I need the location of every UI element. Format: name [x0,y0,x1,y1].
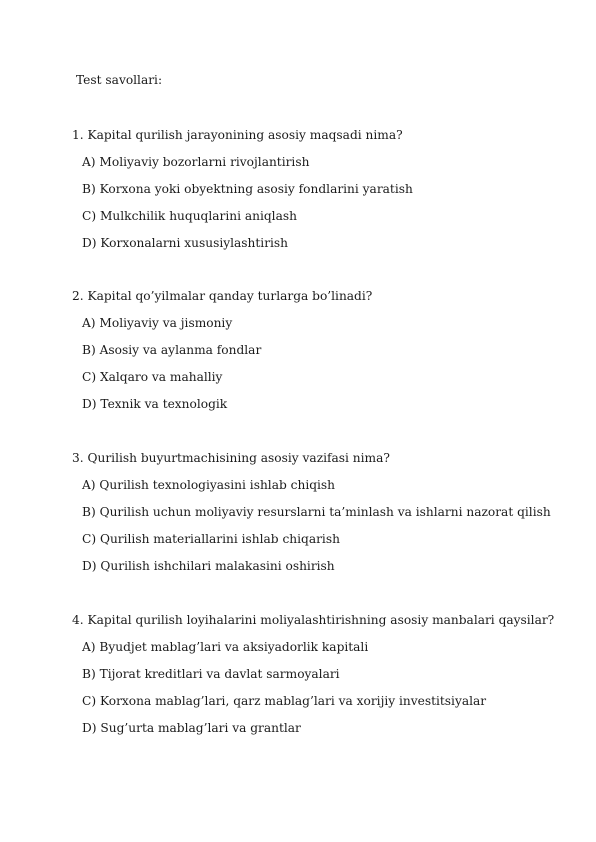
answer-option-c: C) Qurilish materiallarini ishlab chiqarish [82,532,340,546]
question-text: 3. Qurilish buyurtmachisining asosiy vazifasi nima? [72,451,390,465]
answer-option-b: B) Korxona yoki obyektning asosiy fondlarini yaratish [82,182,413,196]
answer-option-a: A) Moliyaviy bozorlarni rivojlantirish [82,155,310,169]
question-text: 1. Kapital qurilish jarayonining asosiy maqsadi nima? [72,128,403,142]
answer-option-a: A) Byudjet mablag’lari va aksiyadorlik kapitali [82,640,369,654]
answer-option-d: D) Texnik va texnologik [82,397,228,411]
answer-option-c: C) Mulkchilik huquqlarini aniqlash [82,209,297,223]
question-1 [72,127,572,262]
question-3 [72,450,572,585]
answer-option-c: C) Korxona mablag’lari, qarz mablag’lari va xorijiy investitsiyalar [82,694,487,708]
answer-option-a: A) Qurilish texnologiyasini ishlab chiqish [82,478,336,492]
answer-option-b: B) Tijorat kreditlari va davlat sarmoyalari [82,667,340,681]
question-4 [72,612,572,747]
answer-option-d: D) Qurilish ishchilari malakasini oshirish [82,559,335,573]
section-heading: Test savollari: [76,73,163,87]
answer-option-c: C) Xalqaro va mahalliy [82,370,223,384]
answer-option-b: B) Asosiy va aylanma fondlar [82,343,262,357]
answer-option-a: A) Moliyaviy va jismoniy [82,316,233,330]
question-text: 4. Kapital qurilish loyihalarini moliyalashtirishning asosiy manbalari qaysilar? [72,613,555,627]
answer-option-d: D) Korxonalarni xususiylashtirish [82,236,289,250]
question-text: 2. Kapital qo’yilmalar qanday turlarga bo’linadi? [72,289,373,303]
answer-option-d: D) Sug’urta mablag’lari va grantlar [82,721,301,735]
question-2 [72,288,572,423]
answer-option-b: B) Qurilish uchun moliyaviy resurslarni ta’minlash va ishlarni nazorat qilish [82,505,551,519]
